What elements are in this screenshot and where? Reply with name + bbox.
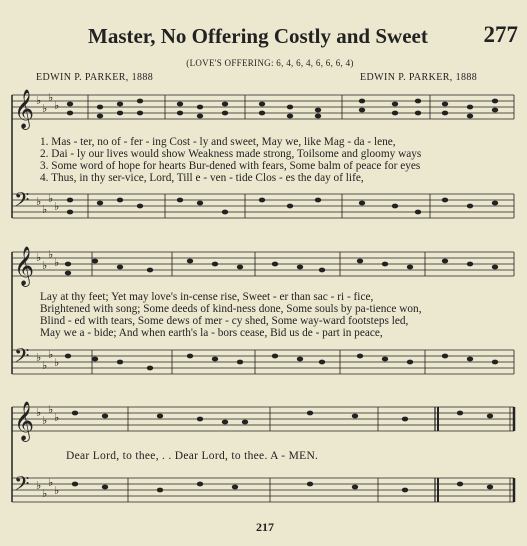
hymn-title: Master, No Offering Costly and Sweet [88,24,428,48]
system1-treble-staff [12,95,514,119]
svg-text:♭: ♭ [54,484,60,497]
svg-text:♭: ♭ [48,476,54,489]
svg-text:♭: ♭ [48,248,54,261]
system2-treble-staff [12,252,514,276]
treble-clef-icon: 𝄞 [14,246,35,286]
bass-clef-icon: 𝄢 [14,472,30,500]
tune-meter: (LOVE'S OFFERING: 6, 4, 6, 4, 6, 6, 6, 4) [186,58,354,68]
system2-bass-staff [12,350,514,374]
svg-text:♭: ♭ [54,256,60,269]
verse-1-line-1: 1. Mas - ter, no of - fer - ing Cost - ly and sweet, May we, like Mag - da - lene, [40,136,396,148]
svg-text:♭: ♭ [54,411,60,424]
verse-1-line-2: Lay at thy feet; Yet may love's in-cense rise, Sweet - er than sac - ri - fice, [40,291,374,303]
svg-text:♭: ♭ [48,348,54,361]
verse-3-line-1: 3. Some word of hope for hearts Bur-dened with fears, Some balm of peace for eyes [40,160,421,172]
treble-clef-icon: 𝄞 [14,401,35,441]
verse-2-line-1: 2. Dai - ly our lives would show Weakness made strong, Toilsome and gloomy ways [40,148,422,160]
svg-text:♭: ♭ [48,91,54,104]
svg-text:♭: ♭ [54,356,60,369]
verse-4-line-2: May we a - bide; And when earth's la - bors cease, Bid us de - part in peace, [40,327,383,339]
svg-text:♭: ♭ [36,479,42,492]
hymn-number: 277 [483,22,518,47]
svg-text:♭: ♭ [48,192,54,205]
svg-text:♭: ♭ [42,102,48,115]
svg-text:♭: ♭ [36,406,42,419]
svg-text:♭: ♭ [36,351,42,364]
svg-text:♭: ♭ [48,403,54,416]
page-number: 217 [256,520,274,534]
svg-text:♭: ♭ [42,414,48,427]
svg-text:♭: ♭ [42,359,48,372]
verse-4-line-1: 4. Thus, in thy ser-vice, Lord, Till e - ven - tide Clos - es the day of life, [40,172,364,184]
verse-3-line-2: Blind - ed with tears, Some dews of mer - cy shed, Some way-ward footsteps led, [40,315,409,327]
svg-text:♭: ♭ [54,200,60,213]
svg-text:♭: ♭ [42,203,48,216]
treble-clef-icon: 𝄞 [14,89,35,129]
bass-clef-icon: 𝄢 [14,188,30,216]
svg-text:♭: ♭ [54,99,60,112]
music-credit: EDWIN P. PARKER, 1888 [360,72,478,83]
svg-text:♭: ♭ [42,259,48,272]
svg-text:♭: ♭ [36,251,42,264]
svg-text:♭: ♭ [42,487,48,500]
svg-text:♭: ♭ [36,94,42,107]
refrain-line: Dear Lord, to thee, . . Dear Lord, to thee. A - MEN. [66,450,319,462]
svg-text:♭: ♭ [36,195,42,208]
words-credit: EDWIN P. PARKER, 1888 [36,72,154,83]
bass-clef-icon: 𝄢 [14,344,30,372]
verse-2-line-2: Brightened with song; Some deeds of kind-ness done, Some souls by pa-tience won, [40,303,422,315]
system1-bass-staff [12,194,514,218]
